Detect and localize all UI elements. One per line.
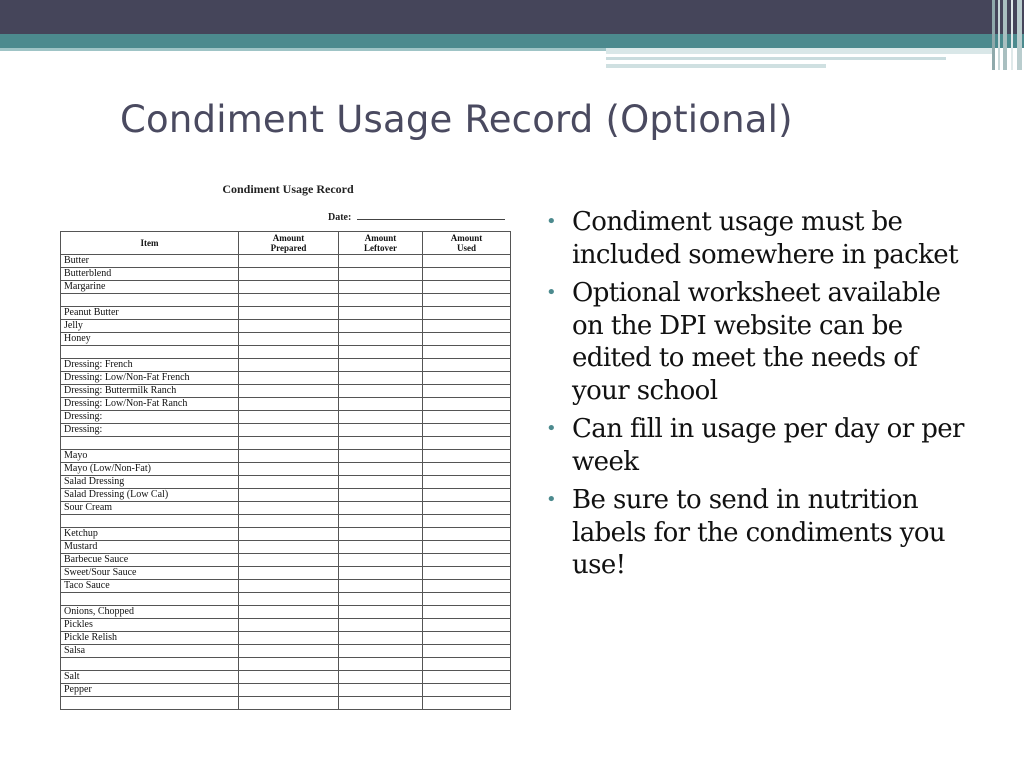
amount-cell: [339, 606, 423, 619]
amount-cell: [423, 619, 511, 632]
table-row: [61, 567, 511, 580]
table-row: [61, 307, 511, 320]
date-field: [328, 210, 505, 223]
amount-cell: [239, 554, 339, 567]
amount-cell: [239, 476, 339, 489]
amount-cell: [423, 489, 511, 502]
table-row: [61, 385, 511, 398]
amount-cell: [239, 593, 339, 606]
amount-cell: [239, 294, 339, 307]
header-band: [0, 0, 1024, 34]
table-header-row: [61, 232, 511, 255]
table-row: [61, 411, 511, 424]
record-title: Condiment Usage Record: [222, 182, 354, 196]
bullet-text: Be sure to send in nutrition labels for the condiments you use!: [572, 485, 946, 580]
item-cell: Dressing: Buttermilk Ranch: [61, 385, 239, 398]
amount-cell: [339, 346, 423, 359]
amount-cell: [339, 411, 423, 424]
amount-cell: [423, 541, 511, 554]
item-cell: Mayo (Low/Non-Fat): [61, 463, 239, 476]
amount-cell: [339, 359, 423, 372]
table-row: [61, 424, 511, 437]
item-cell: Dressing: Low/Non-Fat French: [61, 372, 239, 385]
bullet-item: [546, 206, 966, 271]
amount-cell: [423, 294, 511, 307]
item-cell: [61, 294, 239, 307]
amount-cell: [423, 372, 511, 385]
item-cell: Dressing: Low/Non-Fat Ranch: [61, 398, 239, 411]
amount-cell: [423, 658, 511, 671]
item-cell: [61, 697, 239, 710]
amount-cell: [423, 385, 511, 398]
item-cell: [61, 437, 239, 450]
table-row: [61, 671, 511, 684]
accent-band: [0, 34, 1024, 48]
amount-cell: [239, 450, 339, 463]
amount-cell: [239, 671, 339, 684]
amount-cell: [239, 619, 339, 632]
bullet-dot: •: [546, 489, 557, 510]
item-cell: [61, 658, 239, 671]
table-row: [61, 554, 511, 567]
bullet-text: Optional worksheet available on the DPI website can be edited to meet the needs of your school: [572, 278, 941, 406]
item-cell: Pepper: [61, 684, 239, 697]
table-row: [61, 593, 511, 606]
amount-cell: [239, 424, 339, 437]
item-cell: Onions, Chopped: [61, 606, 239, 619]
amount-cell: [339, 463, 423, 476]
amount-cell: [339, 398, 423, 411]
amount-cell: [339, 450, 423, 463]
amount-cell: [239, 502, 339, 515]
table-row: [61, 489, 511, 502]
item-cell: Pickle Relish: [61, 632, 239, 645]
item-cell: Ketchup: [61, 528, 239, 541]
amount-cell: [423, 359, 511, 372]
amount-cell: [339, 385, 423, 398]
amount-cell: [423, 320, 511, 333]
item-cell: Sweet/Sour Sauce: [61, 567, 239, 580]
amount-cell: [423, 307, 511, 320]
item-cell: Dressing:: [61, 411, 239, 424]
accent-line-right: [606, 48, 994, 54]
amount-cell: [239, 697, 339, 710]
item-cell: Butterblend: [61, 268, 239, 281]
table-row: [61, 515, 511, 528]
item-cell: Barbecue Sauce: [61, 554, 239, 567]
table-row: [61, 580, 511, 593]
table-row: [61, 372, 511, 385]
amount-cell: [423, 476, 511, 489]
usage-table: [60, 231, 511, 710]
table-row: [61, 333, 511, 346]
amount-cell: [339, 437, 423, 450]
amount-cell: [239, 606, 339, 619]
amount-cell: [239, 684, 339, 697]
item-cell: Taco Sauce: [61, 580, 239, 593]
amount-cell: [239, 359, 339, 372]
amount-cell: [423, 632, 511, 645]
corner-stripes: [992, 0, 1024, 70]
amount-cell: [239, 346, 339, 359]
accent-line-left: [0, 48, 610, 51]
item-cell: Dressing:: [61, 424, 239, 437]
bullet-item: [546, 277, 966, 407]
bullet-item: [546, 413, 966, 478]
amount-cell: [239, 580, 339, 593]
amount-cell: [339, 528, 423, 541]
amount-cell: [423, 567, 511, 580]
table-row: [61, 359, 511, 372]
amount-cell: [339, 320, 423, 333]
amount-cell: [239, 567, 339, 580]
amount-cell: [339, 333, 423, 346]
amount-cell: [423, 463, 511, 476]
amount-cell: [339, 684, 423, 697]
amount-cell: [339, 671, 423, 684]
item-cell: Mayo: [61, 450, 239, 463]
bullet-dot: •: [546, 282, 557, 303]
amount-cell: [239, 528, 339, 541]
amount-cell: [239, 632, 339, 645]
amount-cell: [239, 515, 339, 528]
column-header-item: Item: [61, 232, 239, 255]
item-cell: Honey: [61, 333, 239, 346]
bullet-dot: •: [546, 418, 557, 439]
amount-cell: [339, 515, 423, 528]
amount-cell: [239, 320, 339, 333]
table-row: [61, 658, 511, 671]
table-row: [61, 476, 511, 489]
amount-cell: [339, 697, 423, 710]
item-cell: [61, 515, 239, 528]
table-row: [61, 528, 511, 541]
accent-thin-line: [606, 57, 946, 60]
item-cell: [61, 593, 239, 606]
column-header-leftover: Amount Leftover: [339, 232, 423, 255]
amount-cell: [239, 281, 339, 294]
table-row: [61, 294, 511, 307]
amount-cell: [423, 281, 511, 294]
amount-cell: [339, 645, 423, 658]
column-header-used: Amount Used: [423, 232, 511, 255]
amount-cell: [339, 372, 423, 385]
item-cell: Salsa: [61, 645, 239, 658]
item-cell: Pickles: [61, 619, 239, 632]
amount-cell: [423, 424, 511, 437]
amount-cell: [239, 489, 339, 502]
amount-cell: [339, 541, 423, 554]
table-row: [61, 606, 511, 619]
amount-cell: [423, 450, 511, 463]
table-row: [61, 268, 511, 281]
accent-thin-line: [606, 64, 826, 68]
amount-cell: [339, 281, 423, 294]
item-cell: Butter: [61, 255, 239, 268]
amount-cell: [239, 385, 339, 398]
amount-cell: [339, 476, 423, 489]
amount-cell: [339, 658, 423, 671]
amount-cell: [339, 502, 423, 515]
amount-cell: [239, 398, 339, 411]
amount-cell: [339, 554, 423, 567]
amount-cell: [339, 580, 423, 593]
item-cell: Salad Dressing: [61, 476, 239, 489]
table-row: [61, 320, 511, 333]
amount-cell: [339, 567, 423, 580]
amount-cell: [239, 437, 339, 450]
table-row: [61, 437, 511, 450]
bullet-list: [546, 206, 966, 588]
amount-cell: [423, 398, 511, 411]
bullet-text: Can fill in usage per day or per week: [572, 414, 964, 477]
amount-cell: [239, 372, 339, 385]
amount-cell: [423, 411, 511, 424]
date-line: [357, 210, 505, 220]
amount-cell: [423, 645, 511, 658]
amount-cell: [423, 580, 511, 593]
amount-cell: [239, 541, 339, 554]
amount-cell: [339, 255, 423, 268]
amount-cell: [423, 593, 511, 606]
item-cell: Peanut Butter: [61, 307, 239, 320]
item-cell: Dressing: French: [61, 359, 239, 372]
amount-cell: [423, 437, 511, 450]
amount-cell: [239, 645, 339, 658]
amount-cell: [239, 411, 339, 424]
amount-cell: [423, 268, 511, 281]
amount-cell: [239, 255, 339, 268]
table-row: [61, 398, 511, 411]
table-row: [61, 463, 511, 476]
amount-cell: [239, 463, 339, 476]
amount-cell: [423, 255, 511, 268]
amount-cell: [339, 593, 423, 606]
bullet-text: Condiment usage must be included somewhere in packet: [572, 207, 958, 270]
table-row: [61, 684, 511, 697]
table-row: [61, 255, 511, 268]
amount-cell: [339, 294, 423, 307]
amount-cell: [339, 307, 423, 320]
item-cell: Salt: [61, 671, 239, 684]
item-cell: Mustard: [61, 541, 239, 554]
amount-cell: [339, 424, 423, 437]
item-cell: Sour Cream: [61, 502, 239, 515]
table-row: [61, 541, 511, 554]
condiment-record-scan: [58, 170, 513, 710]
table-row: [61, 346, 511, 359]
amount-cell: [423, 515, 511, 528]
bullet-item: [546, 484, 966, 582]
table-row: [61, 697, 511, 710]
amount-cell: [239, 333, 339, 346]
amount-cell: [423, 554, 511, 567]
column-header-prepared: Amount Prepared: [239, 232, 339, 255]
table-row: [61, 619, 511, 632]
bullet-dot: •: [546, 211, 557, 232]
amount-cell: [423, 502, 511, 515]
table-body: [61, 255, 511, 710]
table-row: [61, 502, 511, 515]
table-row: [61, 450, 511, 463]
amount-cell: [339, 632, 423, 645]
amount-cell: [423, 346, 511, 359]
amount-cell: [239, 268, 339, 281]
amount-cell: [239, 307, 339, 320]
amount-cell: [423, 333, 511, 346]
table-row: [61, 632, 511, 645]
amount-cell: [423, 606, 511, 619]
amount-cell: [423, 697, 511, 710]
slide-title: Condiment Usage Record (Optional): [120, 98, 793, 141]
table-row: [61, 281, 511, 294]
amount-cell: [423, 528, 511, 541]
amount-cell: [423, 684, 511, 697]
item-cell: [61, 346, 239, 359]
amount-cell: [339, 619, 423, 632]
table-row: [61, 645, 511, 658]
item-cell: Salad Dressing (Low Cal): [61, 489, 239, 502]
amount-cell: [423, 671, 511, 684]
amount-cell: [339, 489, 423, 502]
item-cell: Margarine: [61, 281, 239, 294]
item-cell: Jelly: [61, 320, 239, 333]
amount-cell: [339, 268, 423, 281]
date-label: Date:: [328, 212, 352, 223]
amount-cell: [239, 658, 339, 671]
